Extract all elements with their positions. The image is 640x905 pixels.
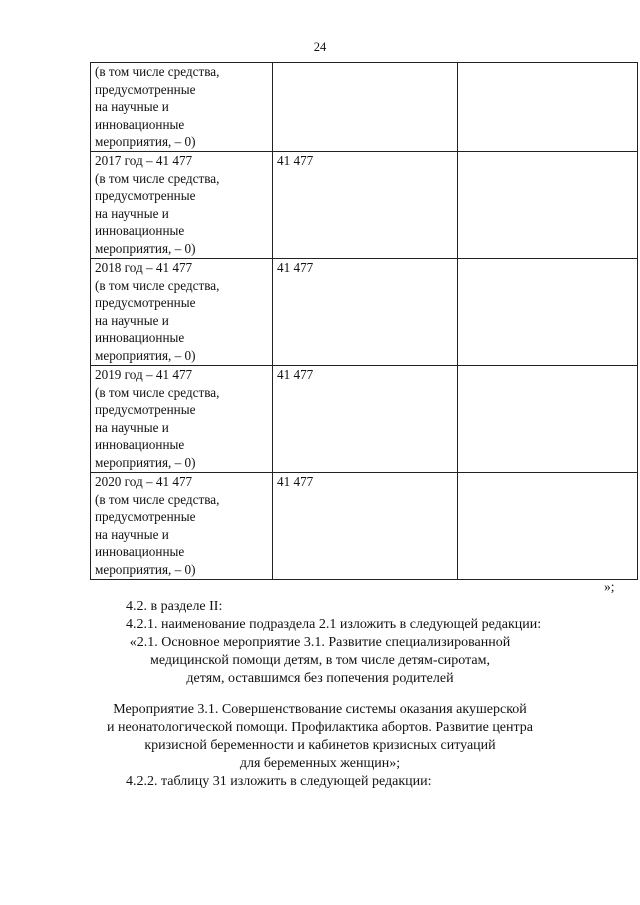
cell-line: мероприятия, – 0): [95, 561, 196, 577]
cell-line: на научные и: [95, 205, 169, 221]
cell-line: 2017 год – 41 477: [95, 153, 193, 168]
heading-line: «2.1. Основное мероприятие 3.1. Развитие специализированной: [129, 635, 511, 650]
table-cell-empty: [458, 63, 638, 152]
measure-line: и неонатологической помощи. Профилактика абортов. Развитие центра: [106, 720, 534, 735]
cell-line: (в том числе средства,: [95, 384, 220, 400]
cell-line: инновационные: [95, 330, 185, 346]
table-cell-amount: 41 477: [273, 473, 458, 580]
cell-line: мероприятия, – 0): [95, 454, 196, 470]
closing-quote: »;: [604, 579, 615, 594]
measure-heading: [100, 701, 540, 773]
cell-line: (в том числе средства,: [95, 277, 220, 293]
table-row: [91, 366, 638, 473]
table-cell-period: [91, 259, 273, 366]
measure-line: для беременных женщин»;: [239, 756, 401, 771]
table-cell-empty: [458, 366, 638, 473]
cell-line: предусмотренные: [95, 402, 196, 418]
heading-line: медицинской помощи детям, в том числе детям-сиротам,: [150, 653, 490, 668]
table-cell-period: [91, 152, 273, 259]
cell-line: (в том числе средства,: [95, 170, 220, 186]
table-cell-period: [91, 63, 273, 152]
cell-line: инновационные: [95, 223, 185, 239]
table-cell-period: [91, 473, 273, 580]
table-cell-period: [91, 366, 273, 473]
heading-line: детям, оставшимся без попечения родителей: [186, 671, 454, 686]
cell-line: мероприятия, – 0): [95, 134, 196, 150]
subsection-heading: [100, 634, 540, 688]
paragraph-table-31: 4.2.2. таблицу 31 изложить в следующей редакции:: [126, 774, 432, 789]
funding-table: [90, 62, 638, 580]
table-row: [91, 152, 638, 259]
cell-line: предусмотренные: [95, 509, 196, 525]
table-cell-amount: 41 477: [273, 152, 458, 259]
page-number: 24: [313, 40, 327, 54]
cell-line: инновационные: [95, 116, 185, 132]
table-row: [91, 63, 638, 152]
cell-line: предусмотренные: [95, 295, 196, 311]
cell-line: мероприятия, – 0): [95, 347, 196, 363]
cell-line: инновационные: [95, 437, 185, 453]
table-cell-empty: [458, 259, 638, 366]
cell-line: предусмотренные: [95, 81, 196, 97]
measure-line: Мероприятие 3.1. Совершенствование системы оказания акушерской: [113, 702, 527, 717]
cell-line: на научные и: [95, 419, 169, 435]
cell-line: на научные и: [95, 526, 169, 542]
paragraph-subsection-name: 4.2.1. наименование подраздела 2.1 изложить в следующей редакции:: [126, 617, 542, 632]
cell-line: 2018 год – 41 477: [95, 260, 193, 275]
measure-line: кризисной беременности и кабинетов кризисных ситуаций: [144, 738, 496, 753]
cell-line: 2020 год – 41 477: [95, 474, 193, 489]
cell-line: на научные и: [95, 312, 169, 328]
table-cell-amount: 41 477: [273, 259, 458, 366]
table-cell-amount: 41 477: [273, 366, 458, 473]
table-cell-amount: [273, 63, 458, 152]
cell-line: мероприятия, – 0): [95, 240, 196, 256]
cell-line: на научные и: [95, 99, 169, 115]
table-row: [91, 473, 638, 580]
cell-line: (в том числе средства,: [95, 64, 220, 79]
table-row: [91, 259, 638, 366]
cell-line: (в том числе средства,: [95, 491, 220, 507]
cell-line: 2019 год – 41 477: [95, 367, 193, 382]
cell-line: предусмотренные: [95, 188, 196, 204]
paragraph-section-ii: 4.2. в разделе II:: [126, 599, 223, 614]
table-cell-empty: [458, 152, 638, 259]
table-cell-empty: [458, 473, 638, 580]
cell-line: инновационные: [95, 544, 185, 560]
